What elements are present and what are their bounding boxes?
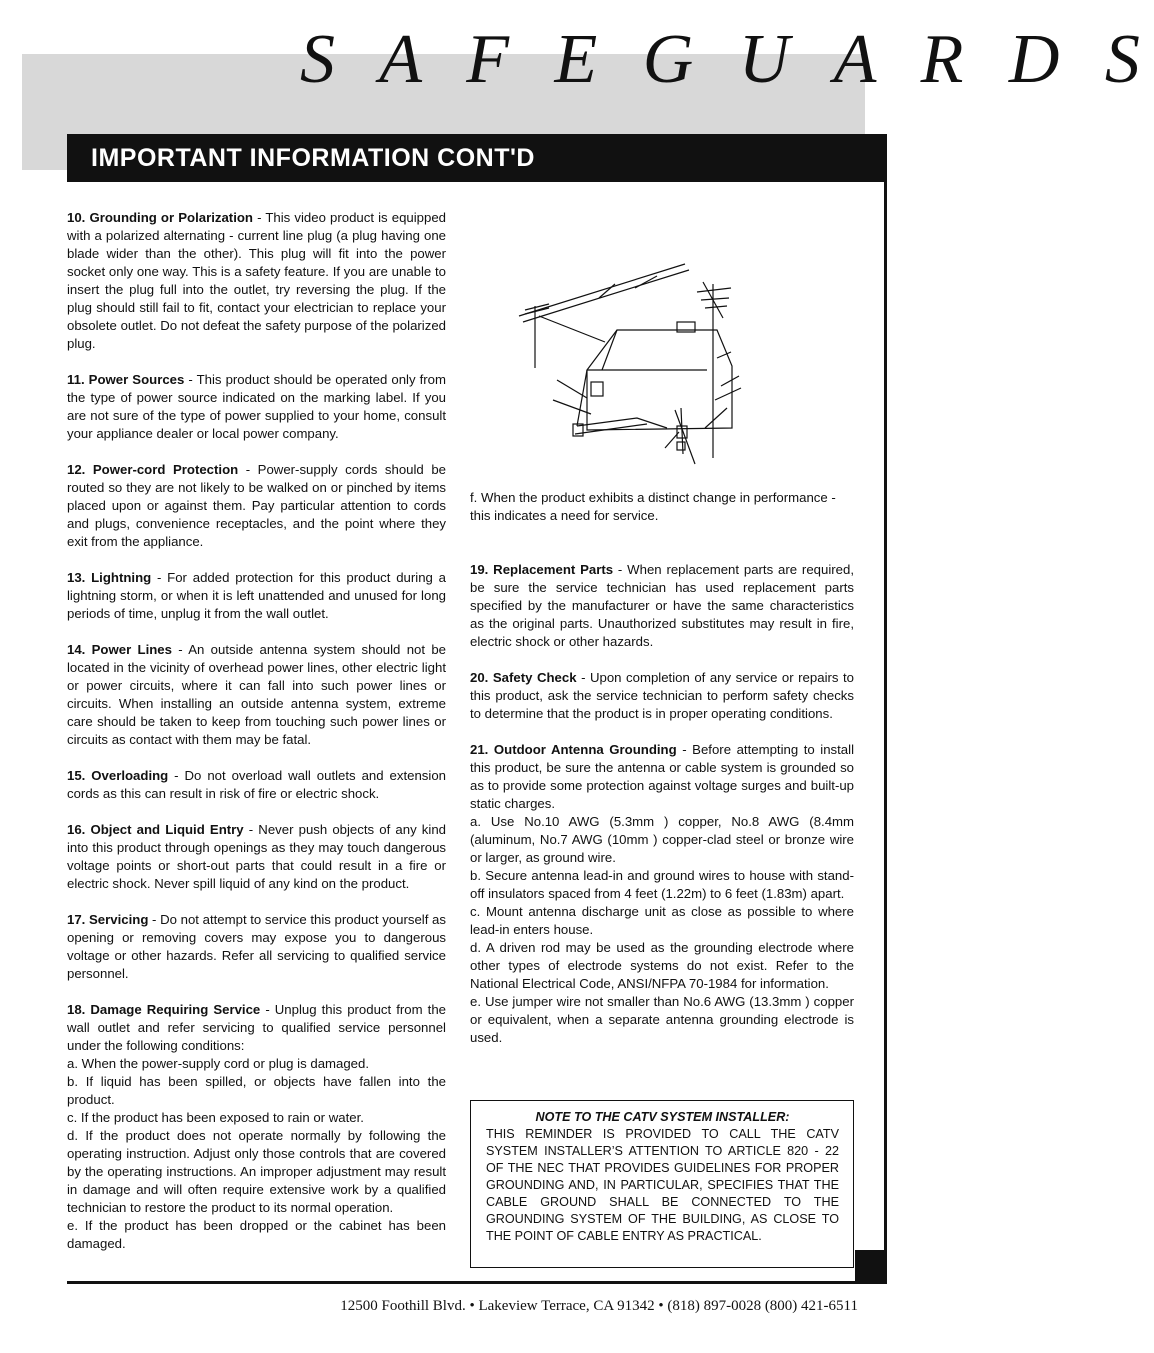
item-11: 11. Power Sources - This product should be operated only from the type of power source indicated on the marking label. If you are not sure of the type of power supplied to your home, consult your appliance dealer or local power company. (67, 372, 446, 441)
item-18-b: b. If liquid has been spilled, or objects have fallen into the product. (67, 1074, 446, 1107)
item-18-c: c. If the product has been exposed to rain or water. (67, 1110, 364, 1125)
item-21-c: c. Mount antenna discharge unit as close as possible to where lead-in enters house. (470, 904, 854, 937)
note-body: THIS REMINDER IS PROVIDED TO CALL THE CATV SYSTEM INSTALLER’S ATTENTION TO ARTICLE 820 - 22 OF THE NEC THAT PROVIDES GUIDELINES FOR PROPER GROUNDING AND, IN PARTICULAR, SPECIFIES THAT THE CABLE GROUND SHALL BE CONNECTED TO THE GROUNDING SYSTEM OF THE BUILDING, AS CLOSE TO THE POINT OF CABLE ENTRY AS PRACTICAL. (486, 1127, 839, 1243)
item-18-a: a. When the power-supply cord or plug is damaged. (67, 1056, 370, 1071)
frame-right-rule (884, 182, 887, 1284)
item-21-e: e. Use jumper wire not smaller than No.6 AWG (13.3mm ) copper or equivalent, when a separate antenna grounding electrode is used. (470, 994, 854, 1045)
item-16: 16. Object and Liquid Entry - Never push objects of any kind into this product through openings as they may touch dangerous voltage points or short-out parts that could result in a fire or electric shock. Never spill liquid of any kind on the product. (67, 822, 446, 891)
item-21-b: b. Secure antenna lead-in and ground wires to house with stand-off insulators spaced from 4 feet (1.22m) to 6 feet (1.83m) apart. (470, 868, 854, 901)
right-column (470, 561, 854, 1065)
section-title: IMPORTANT INFORMATION CONT'D (91, 144, 535, 172)
item-15: 15. Overloading - Do not overload wall outlets and extension cords as this can result in risk of fire or electric shock. (67, 768, 446, 801)
item-21-a: a. Use No.10 AWG (5.3mm ) copper, No.8 AWG (8.4mm (aluminum, No.7 AWG (10mm ) copper-clad steel or bronze wire or larger, as ground wire. (470, 814, 854, 865)
corner-tab (855, 1250, 887, 1284)
item-20: 20. Safety Check - Upon completion of any service or repairs to this product, ask the service technician to perform safety checks to determine that the product is in proper operating conditions. (470, 670, 855, 721)
catv-installer-note (470, 1100, 854, 1268)
footer-address: 12500 Foothill Blvd. • Lakeview Terrace, CA 91342 • (818) 897-0028 (800) 421-6511 (340, 1298, 858, 1314)
item-18-d: d. If the product does not operate normally by following the operating instruction. Adjust only those controls that are covered by the operating instructions. An improper adjustment may result in damage and will often require extensive work by a qualified technician to restore the product to its normal operation. (67, 1128, 446, 1215)
item-21-d: d. A driven rod may be used as the grounding electrode where other types of electrode systems do not exist. Refer to the National Electrical Code, ANSI/NFPA 70-1984 for information. (470, 940, 854, 991)
left-column (67, 209, 446, 1271)
item-12: 12. Power-cord Protection - Power-supply cords should be routed so they are not likely to be walked on or pinched by items placed upon or against them. Pay particular attention to cords and plugs, convenience receptacles, and the point where they exit from the appliance. (67, 462, 446, 549)
note-title: NOTE TO THE CATV SYSTEM INSTALLER: (535, 1110, 790, 1124)
item-10: 10. Grounding or Polarization - This video product is equipped with a polarized alternating - current line plug (a plug having one blade wider than the other). This plug will fit into the power socket only one way. This is a safety feature. If you are unable to insert the plug full into the outlet, try reversing the plug. If the plug should still fail to fit, contact your electrician to replace your obsolete outlet. Do not defeat the safety purpose of the polarized plug. (67, 210, 447, 351)
item-18: 18. Damage Requiring Service - Unplug this product from the wall outlet and refer servicing to qualified service personnel under the following conditions: a. When the power-supply cord or plug is damaged. b. If liquid has been spilled, or objects have fallen into the product. c. If the product has been exposed to rain or water. d. If the product does not operate normally by following the operating instruction. Adjust only those controls that are covered by the operating instructions. An improper adjustment may result in damage and will often require extensive work by a qualified technician to restore the product to its normal operation. e. If the product has been dropped or the cabinet has been damaged. (67, 1002, 446, 1251)
item-18-e: e. If the product has been dropped or the cabinet has been damaged. (67, 1218, 446, 1251)
item-14: 14. Power Lines - An outside antenna system should not be located in the vicinity of overhead power lines, other electric light or power circuits, where it can fall into such power lines or circuits. When installing an outside antenna system, extreme care should be taken to keep from touching such power lines or circuits as contact with them may be fatal. (67, 642, 446, 747)
item-13: 13. Lightning - For added protection for this product during a lightning storm, or when it is left unattended and unused for long periods of time, unplug it from the wall outlet. (67, 570, 446, 621)
item-21: 21. Outdoor Antenna Grounding - Before attempting to install this product, be sure the antenna or cable system is grounded so as to provide some protection against voltage surges and built-up static charges. a. Use No.10 AWG (5.3mm ) copper, No.8 AWG (8.4mm (aluminum, No.7 AWG (10mm ) copper-clad steel or bronze wire or larger, as ground wire. b. Secure antenna lead-in and ground wires to house with stand-off insulators spaced from 4 feet (1.22m) to 6 feet (1.83m) apart. c. Mount antenna discharge unit as close as possible to where lead-in enters house. d. A driven rod may be used as the grounding electrode where other types of electrode systems do not exist. Refer to the National Electrical Code, ANSI/NFPA 70-1984 for information. e. Use jumper wire not smaller than No.6 AWG (13.3mm ) copper or equivalent, when a separate antenna grounding electrode is used. (470, 742, 855, 1045)
item-18-f: f. When the product exhibits a distinct change in performance - this indicates a need for service. (470, 490, 836, 523)
frame-bottom-rule (67, 1281, 887, 1284)
item-17: 17. Servicing - Do not attempt to service this product yourself as opening or removing covers may expose you to dangerous voltage or other hazards. Refer all servicing to qualified service personnel. (67, 912, 446, 981)
section-title-bar (67, 134, 887, 182)
page-title: S A F E G U A R D S (300, 21, 1154, 98)
antenna-grounding-diagram (517, 258, 747, 480)
item-19: 19. Replacement Parts - When replacement parts are required, be sure the service technician has used replacement parts specified by the manufacturer or have the same characteristics as the original parts. Unauthorized substitutes may result in fire, electric shock or other hazards. (470, 562, 854, 649)
